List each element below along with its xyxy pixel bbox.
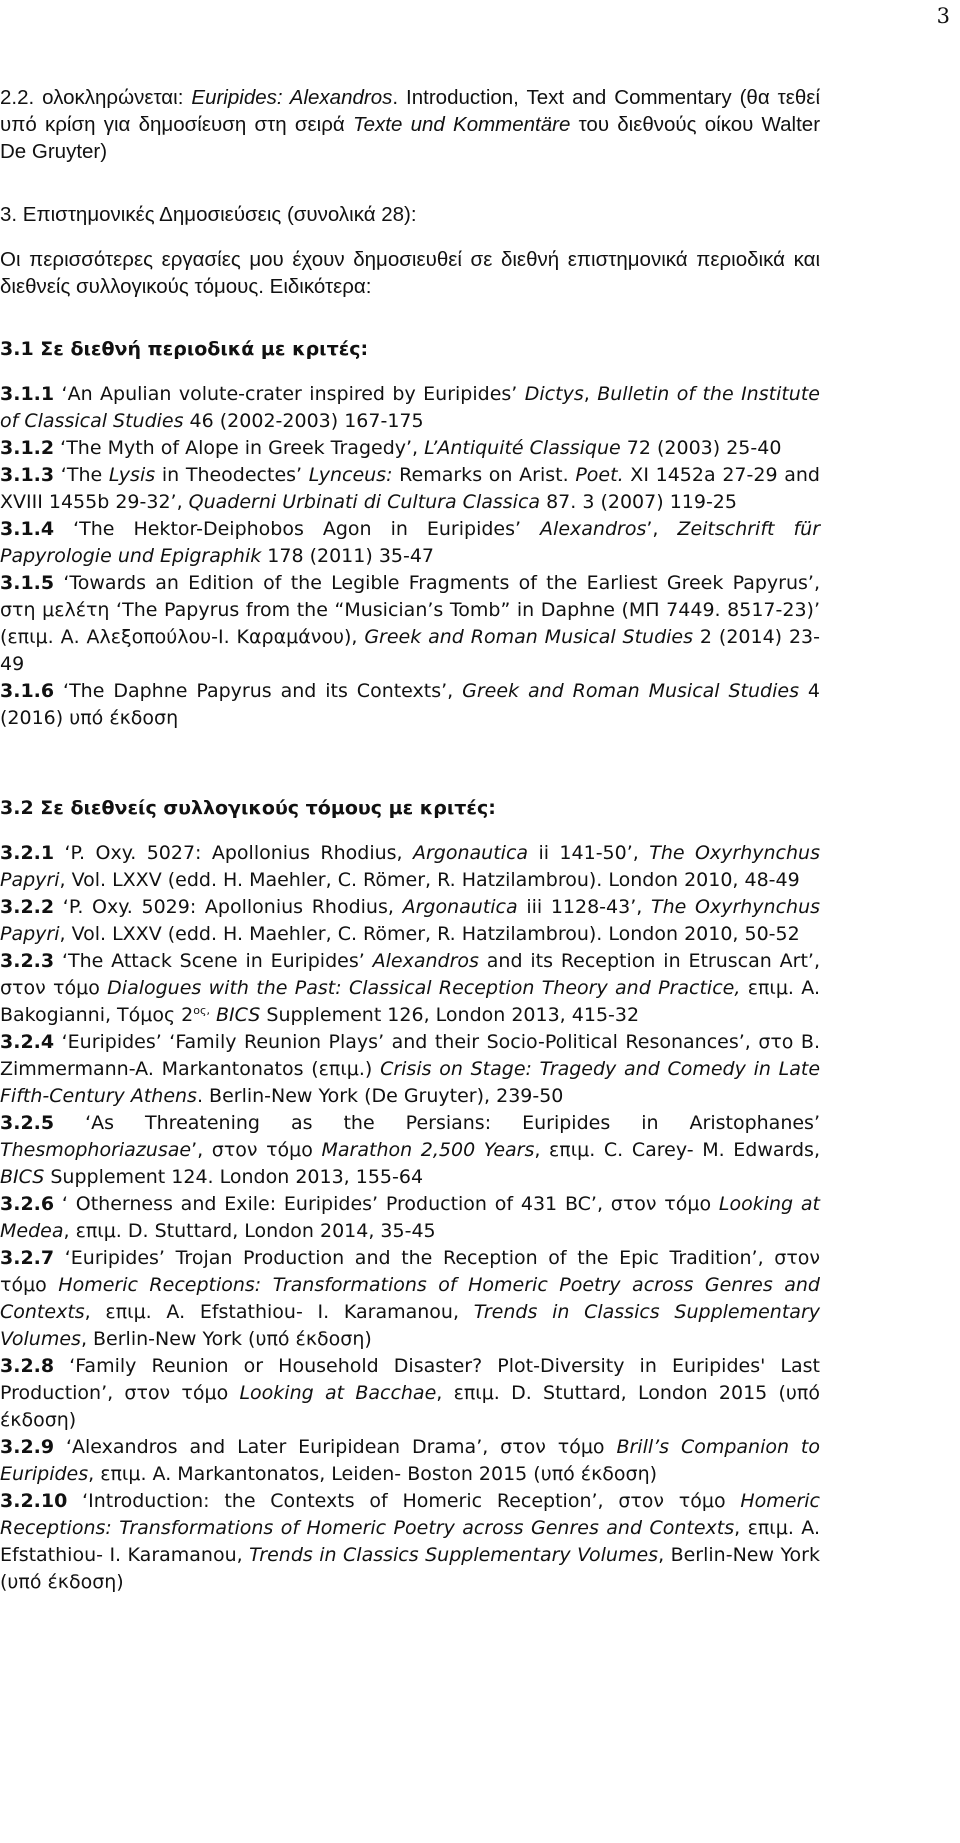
entry-title: Dictys xyxy=(524,383,584,405)
entry-text: , επιμ. A. Efstathiou- I. Karamanou, xyxy=(0,1517,820,1566)
list-item xyxy=(0,894,820,948)
entry-text: ii 141-50’, xyxy=(528,842,650,864)
entry-text: ‘P. Oxy. 5029: Apollonius Rhodius, xyxy=(54,896,403,918)
entry-number: 3.2.8 xyxy=(0,1355,55,1377)
entry-text: Supplement 126, London 2013, 415-32 xyxy=(260,1004,640,1026)
section-3-2-heading: 3.2 Σε διεθνείς συλλογικούς τόμους με κριτές: xyxy=(0,797,496,819)
entry-text: in Theodectes’ xyxy=(155,464,309,486)
entry-text: επιμ. A. Bakogianni, Τόμος 2 xyxy=(0,977,820,1026)
entry-journal: Greek and Roman Musical Studies xyxy=(462,680,799,702)
entry-title: Poet. xyxy=(575,464,624,486)
entry-text: ’, στον τόμο xyxy=(191,1139,322,1161)
entry-volume: Crisis on Stage: Tragedy and Comedy in Late Fifth-Century Athens xyxy=(0,1058,821,1107)
entry-text: ‘Towards an Edition of the Legible Fragments of the Earliest Greek Papyrus’, στη μελέτη ‘The Papyrus from the “Musician’s Tomb” in Daphne (ΜΠ 7449. 8517-23)’ (επιμ. Α. Αλεξοπούλου-Ι. Καραμάνου), xyxy=(0,572,820,648)
entry-text: , επιμ. A. Markantonatos, Leiden- Boston 2015 (υπό έκδοση) xyxy=(88,1463,658,1485)
list-item xyxy=(0,1488,820,1596)
list-item xyxy=(0,678,820,732)
list-item xyxy=(0,1434,820,1488)
entry-text: , Berlin-New York (υπό έκδοση) xyxy=(0,1544,820,1593)
entry-text: ‘Introduction: the Contexts of Homeric Reception’, στον τόμο xyxy=(67,1490,741,1512)
journal-list xyxy=(0,381,820,732)
entry-number: 3.2.4 xyxy=(0,1031,55,1053)
entry-text: , Vol. LXXV (edd. H. Maehler, C. Römer, R. Hatzilambrou). London 2010, 48-49 xyxy=(59,869,800,891)
list-item xyxy=(0,840,820,894)
entry-text: , xyxy=(583,383,598,405)
entry-text: , επιμ. A. Efstathiou- I. Karamanou, xyxy=(84,1301,474,1323)
entry-text: 2 (2014) 23-49 xyxy=(0,626,821,675)
list-item xyxy=(0,1029,820,1110)
entry-volume: Brill’s Companion to Euripides xyxy=(0,1436,820,1485)
entry-text: and its Reception in Etruscan Art’, στον τόμο xyxy=(0,950,820,999)
entry-number: 3.1.3 xyxy=(0,464,55,486)
entry-volume: Looking at Bacchae xyxy=(239,1382,437,1404)
entry-volume: Homeric Receptions: Transformations of Homeric Poetry across Genres and Contexts xyxy=(0,1274,820,1323)
entry-volume: The Oxyrhynchus Papyri xyxy=(0,896,821,945)
entry-text: ‘ Otherness and Exile: Euripides’ Production of 431 BC’, στον τόμο xyxy=(54,1193,719,1215)
entry-number: 3.2.5 xyxy=(0,1112,55,1134)
entry-text: , επιμ. D. Stuttard, London 2014, 35-45 xyxy=(63,1220,436,1242)
entry-title: Argonautica xyxy=(413,842,529,864)
entry-text: XI 1452a 27-29 and XVIII 1455b 29-32’, xyxy=(0,464,820,513)
page-number: 3 xyxy=(936,4,950,28)
entry-series: BICS xyxy=(216,1004,261,1026)
entry-text: . Berlin-New York (De Gruyter), 239-50 xyxy=(196,1085,564,1107)
list-item xyxy=(0,1110,820,1191)
list-item xyxy=(0,948,820,1029)
entry-volume: Looking at Medea xyxy=(0,1193,821,1242)
entry-text: ‘The Hektor-Deiphobos Agon in Euripides’ xyxy=(54,518,541,540)
entry-text: ‘The xyxy=(54,464,109,486)
section-3-1-heading: 3.1 Σε διεθνή περιοδικά με κριτές: xyxy=(0,338,369,360)
entry-number: 3.1.6 xyxy=(0,680,55,702)
entry-series: Trends in Classics Supplementary Volumes xyxy=(249,1544,659,1566)
entry-number: 3.2.9 xyxy=(0,1436,55,1458)
entry-title: Alexandros xyxy=(372,950,479,972)
entry-number: 3.1.5 xyxy=(0,572,55,594)
item-series: Texte und Kommentäre xyxy=(352,113,571,136)
entry-text: ‘The Myth of Alope in Greek Tragedy’, xyxy=(54,437,425,459)
entry-text: , Vol. LXXV (edd. H. Maehler, C. Römer, R. Hatzilambrou). London 2010, 50-52 xyxy=(59,923,800,945)
entry-title: Alexandros xyxy=(540,518,647,540)
entry-journal: Quaderni Urbinati di Cultura Classica xyxy=(188,491,541,513)
item-2-2 xyxy=(0,84,820,165)
entry-number: 3.1.1 xyxy=(0,383,55,405)
item-text: 2.2. ολοκληρώνεται: xyxy=(0,86,192,109)
list-item xyxy=(0,1353,820,1434)
entry-text: 72 (2003) 25-40 xyxy=(620,437,782,459)
entry-text: ’, xyxy=(646,518,678,540)
entry-text: ‘The Attack Scene in Euripides’ xyxy=(54,950,373,972)
volume-list xyxy=(0,840,820,1596)
entry-journal: Zeitschrift für Papyrologie und Epigraphik xyxy=(0,518,821,567)
entry-journal: Bulletin of the Institute of Classical Studies xyxy=(0,383,820,432)
entry-volume: Homeric Receptions: Transformations of Homeric Poetry across Genres and Contexts xyxy=(0,1490,820,1539)
item-text: . Introduction, Text and Commentary (θα τεθεί υπό κρίση για δημοσίευση στη σειρά xyxy=(0,86,820,136)
entry-number: 3.2.6 xyxy=(0,1193,55,1215)
entry-volume: Dialogues with the Past: Classical Reception Theory and Practice, xyxy=(107,977,741,999)
entry-number: 3.2.3 xyxy=(0,950,55,972)
superscript: ος, xyxy=(193,1004,210,1017)
entry-text: ‘Euripides’ ‘Family Reunion Plays’ and their Socio-Political Resonances’, στο B. Zimmermann-A. Markantonatos (επιμ.) xyxy=(0,1031,820,1080)
entry-text: ‘The Daphne Papyrus and its Contexts’, xyxy=(54,680,463,702)
publications-heading: 3. Επιστημονικές Δημοσιεύσεις (συνολικά 28): xyxy=(0,203,417,226)
entry-number: 3.1.4 xyxy=(0,518,55,540)
entry-text: 87. 3 (2007) 119-25 xyxy=(540,491,737,513)
entry-text: ‘As Threatening as the Persians: Euripides in Aristophanes’ xyxy=(54,1112,820,1134)
list-item xyxy=(0,1191,820,1245)
entry-text: , Berlin-New York (υπό έκδοση) xyxy=(80,1328,372,1350)
entry-text: Remarks on Arist. xyxy=(392,464,576,486)
entry-journal: L’Antiquité Classique xyxy=(424,437,621,459)
entry-title: Lynceus: xyxy=(308,464,393,486)
entry-text: Supplement 124. London 2013, 155-64 xyxy=(44,1166,424,1188)
entry-volume: Marathon 2,500 Years xyxy=(321,1139,535,1161)
entry-number: 3.2.7 xyxy=(0,1247,55,1269)
entry-volume: The Oxyrhynchus Papyri xyxy=(0,842,820,891)
entry-text: ‘Euripides’ Trojan Production and the Reception of the Epic Tradition’, στον τόμο xyxy=(0,1247,820,1296)
entry-text: ‘Alexandros and Later Euripidean Drama’, στον τόμο xyxy=(54,1436,617,1458)
entry-text: ‘An Apulian volute-crater inspired by Euripides’ xyxy=(54,383,525,405)
entry-title: Lysis xyxy=(108,464,156,486)
entry-number: 3.2.10 xyxy=(0,1490,68,1512)
entry-number: 3.1.2 xyxy=(0,437,55,459)
entry-series: Trends in Classics Supplementary Volumes xyxy=(0,1301,821,1350)
list-item xyxy=(0,516,820,570)
entry-text: , επιμ. D. Stuttard, London 2015 (υπό έκδοση) xyxy=(0,1382,820,1431)
entry-text: iii 1128-43’, xyxy=(517,896,651,918)
entry-title: Thesmophoriazusae xyxy=(0,1139,192,1161)
entry-text: ‘P. Oxy. 5027: Apollonius Rhodius, xyxy=(54,842,413,864)
publications-intro: Οι περισσότερες εργασίες μου έχουν δημοσιευθεί σε διεθνή επιστημονικά περιοδικά και διεθνείς συλλογικούς τόμους. Ειδικότερα: xyxy=(0,248,820,298)
list-item xyxy=(0,462,820,516)
entry-text: 46 (2002-2003) 167-175 xyxy=(183,410,424,432)
document-body xyxy=(0,84,820,1596)
entry-text: 4 (2016) υπό έκδοση xyxy=(0,680,820,729)
list-item xyxy=(0,381,820,435)
entry-journal: Greek and Roman Musical Studies xyxy=(364,626,694,648)
list-item xyxy=(0,1245,820,1353)
item-title: Euripides: Alexandros xyxy=(191,86,393,109)
entry-title: Argonautica xyxy=(402,896,518,918)
item-text: του διεθνούς οίκου Walter De Gruyter) xyxy=(0,113,821,163)
list-item xyxy=(0,435,820,462)
entry-text: 178 (2011) 35-47 xyxy=(261,545,435,567)
entry-text: , επιμ. C. Carey- M. Edwards, xyxy=(534,1139,820,1161)
list-item xyxy=(0,570,820,678)
entry-series: BICS xyxy=(0,1166,45,1188)
entry-number: 3.2.2 xyxy=(0,896,55,918)
entry-text: ‘Family Reunion or Household Disaster? Plot-Diversity in Euripides' Last Production’, στον τόμο xyxy=(0,1355,820,1404)
entry-number: 3.2.1 xyxy=(0,842,55,864)
